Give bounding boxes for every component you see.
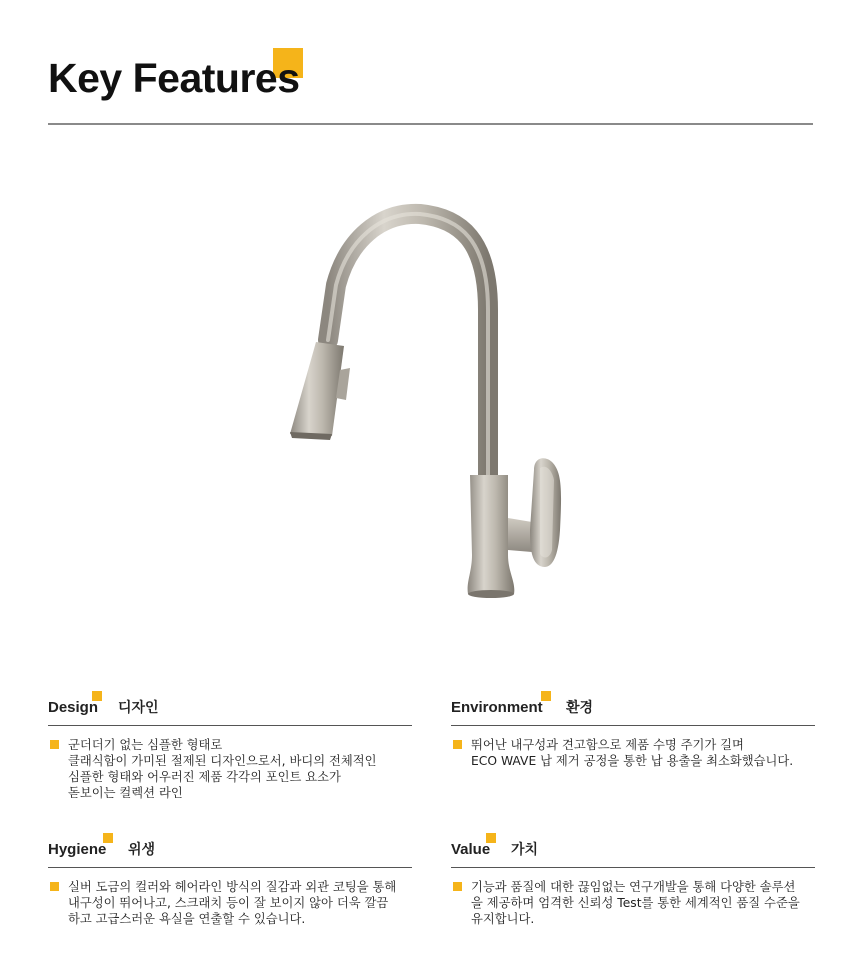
section-title-ko: 디자인 [118,700,159,716]
body-line: 뛰어난 내구성과 견고함으로 제품 수명 주기가 길며 [471,738,744,752]
section-value [451,839,815,927]
section-title-ko: 가치 [511,842,539,858]
body-line: ECO WAVE 납 제거 공정을 통한 납 용출을 최소화했습니다. [471,754,794,768]
section-title-en: Design [48,699,99,716]
section-body [48,879,412,927]
body-line: 을 제공하며 엄격한 신뢰성 Test를 통한 세계적인 품질 수준을 [471,896,800,910]
body-line: 기능과 품질에 대한 끊임없는 연구개발을 통해 다양한 솔루션 [471,880,796,894]
section-header [48,839,412,867]
section-title-ko: 환경 [566,700,594,716]
body-line: 클래식함이 가미된 절제된 디자인으로서, 바디의 전체적인 [68,754,377,768]
body-line: 군더더기 없는 심플한 형태로 [68,738,223,752]
body-line: 심플한 형태와 어우러진 제품 각각의 포인트 요소가 [68,770,341,784]
section-body [48,737,412,801]
section-header [451,839,815,867]
section-title-en: Environment [451,699,543,716]
bullet-square [453,740,462,749]
section-title-en: Hygiene [48,841,107,858]
section-header [48,697,412,725]
section-body [451,879,815,927]
body-line: 하고 고급스러운 욕실을 연출할 수 있습니다. [68,912,306,926]
section-body [451,737,815,769]
body-line: 유지합니다. [471,912,535,926]
section-header [451,697,815,725]
faucet-icon [270,200,590,610]
body-line: 실버 도금의 컬러와 헤어라인 방식의 질감과 외관 코팅을 통해 [68,880,397,894]
body-line: 내구성이 뛰어나고, 스크래치 등이 잘 보이지 않아 더욱 깔끔 [68,896,389,910]
section-hygiene [48,839,412,927]
body-line: 돋보이는 컬렉션 라인 [68,786,183,800]
section-divider [451,725,815,726]
section-environment [451,697,815,769]
title-divider [48,123,813,125]
section-title-en: Value [451,841,491,858]
section-title-ko: 위생 [128,842,156,858]
section-design [48,697,412,801]
bullet-square [50,882,59,891]
section-divider [451,867,815,868]
bullet-square [453,882,462,891]
page-title-block [48,52,300,104]
section-divider [48,867,412,868]
page-title: Key Features [48,55,300,101]
section-divider [48,725,412,726]
bullet-square [50,740,59,749]
